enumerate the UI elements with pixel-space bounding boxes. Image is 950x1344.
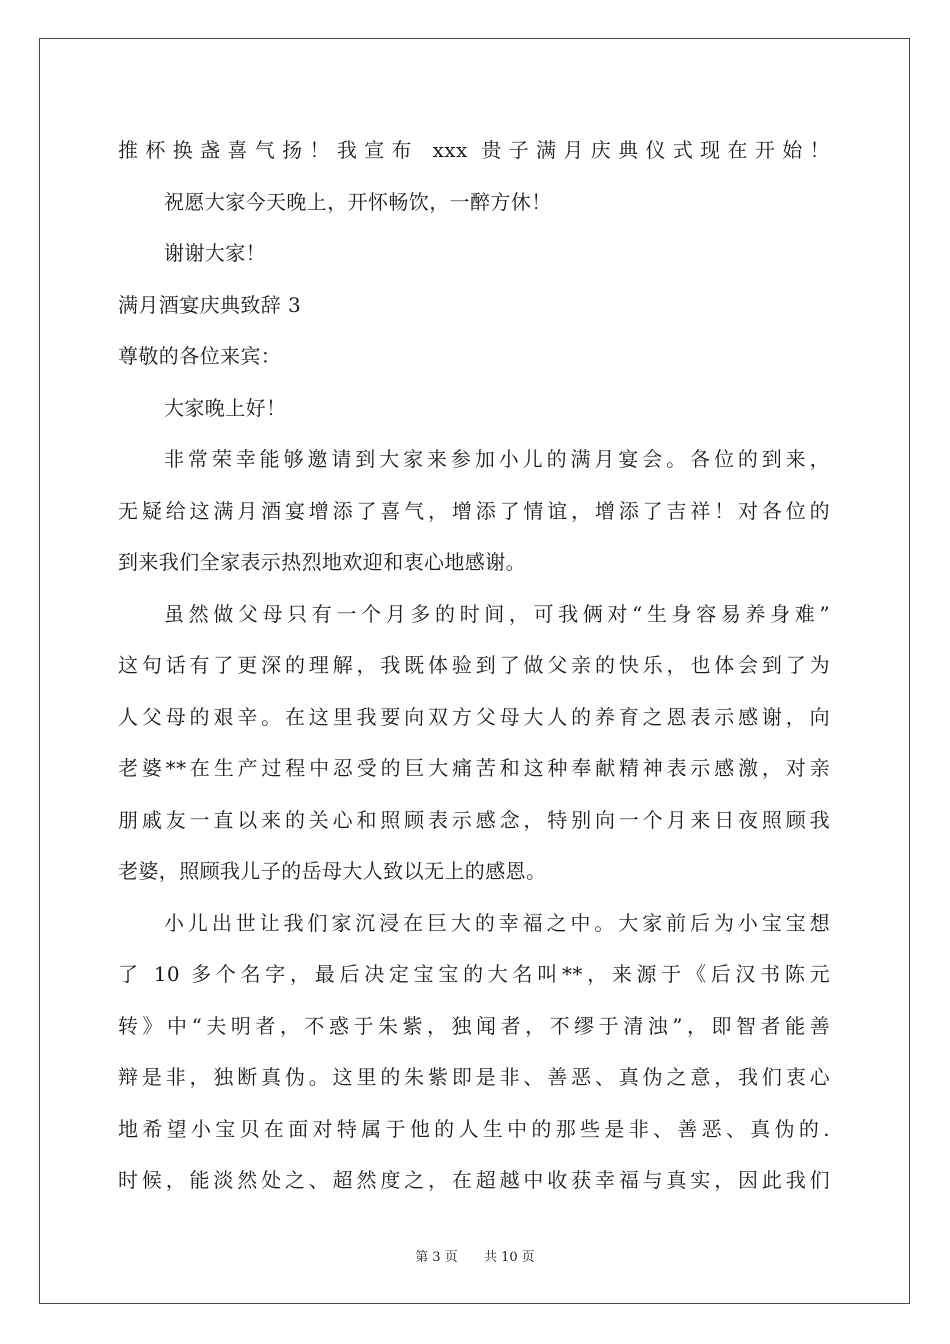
body-line-12: 人父母的艰辛。在这里我要向双方父母大人的养育之恩表示感谢，向: [118, 704, 830, 729]
page-total: 共 10 页: [484, 1250, 535, 1265]
body-line-18: 转》中“夫明者，不惑于朱紫，独闻者，不缪于清浊”，即智者能善: [118, 1013, 830, 1038]
body-line-13: 老婆**在生产过程中忍受的巨大痛苦和这种奉献精神表示感激，对亲: [118, 756, 830, 780]
section-title: 满月酒宴庆典致辞 3: [118, 292, 302, 317]
document-body: [118, 125, 830, 1207]
body-line-3: 谢谢大家！: [164, 241, 266, 265]
body-line-1: 推杯换盏喜气扬！我宣布 xxx 贵子满月庆典仪式现在开始！: [118, 138, 830, 162]
body-line-14: 朋戚友一直以来的关心和照顾表示感念，特别向一个月来日夜照顾我: [118, 807, 830, 832]
page-footer: [0, 1246, 950, 1265]
body-line-21: 时候，能淡然处之、超然度之，在超越中收获幸福与真实，因此我们: [118, 1168, 830, 1192]
body-line-2: 祝愿大家今天晚上，开怀畅饮，一醉方休！: [164, 189, 552, 214]
greeting: 大家晚上好！: [164, 395, 287, 420]
body-line-16: 小儿出世让我们家沉浸在巨大的幸福之中。大家前后为小宝宝想: [164, 910, 830, 935]
body-line-9: 到来我们全家表示热烈地欢迎和衷心地感谢。: [118, 550, 526, 574]
page-number: 第 3 页: [415, 1250, 458, 1265]
body-line-19: 辩是非，独断真伪。这里的朱紫即是非、善恶、真伪之意，我们衷心: [118, 1065, 830, 1089]
body-line-7: 非常荣幸能够邀请到大家来参加小儿的满月宴会。各位的到来，: [164, 447, 830, 471]
body-line-15: 老婆，照顾我儿子的岳母大人致以无上的感恩。: [118, 859, 547, 883]
body-line-17: 了 10 多个名字，最后决定宝宝的大名叫**，来源于《后汉书陈元: [118, 962, 830, 986]
body-line-8: 无疑给这满月酒宴增添了喜气，增添了情谊，增添了吉祥！对各位的: [118, 498, 830, 523]
body-line-20: 地希望小宝贝在面对特属于他的人生中的那些是非、善恶、真伪的.: [118, 1116, 830, 1141]
body-line-11: 这句话有了更深的理解，我既体验到了做父亲的快乐，也体会到了为: [118, 653, 830, 677]
body-line-10: 虽然做父母只有一个月多的时间，可我俩对“生身容易养身难”: [164, 601, 830, 626]
salutation: 尊敬的各位来宾：: [118, 344, 282, 368]
